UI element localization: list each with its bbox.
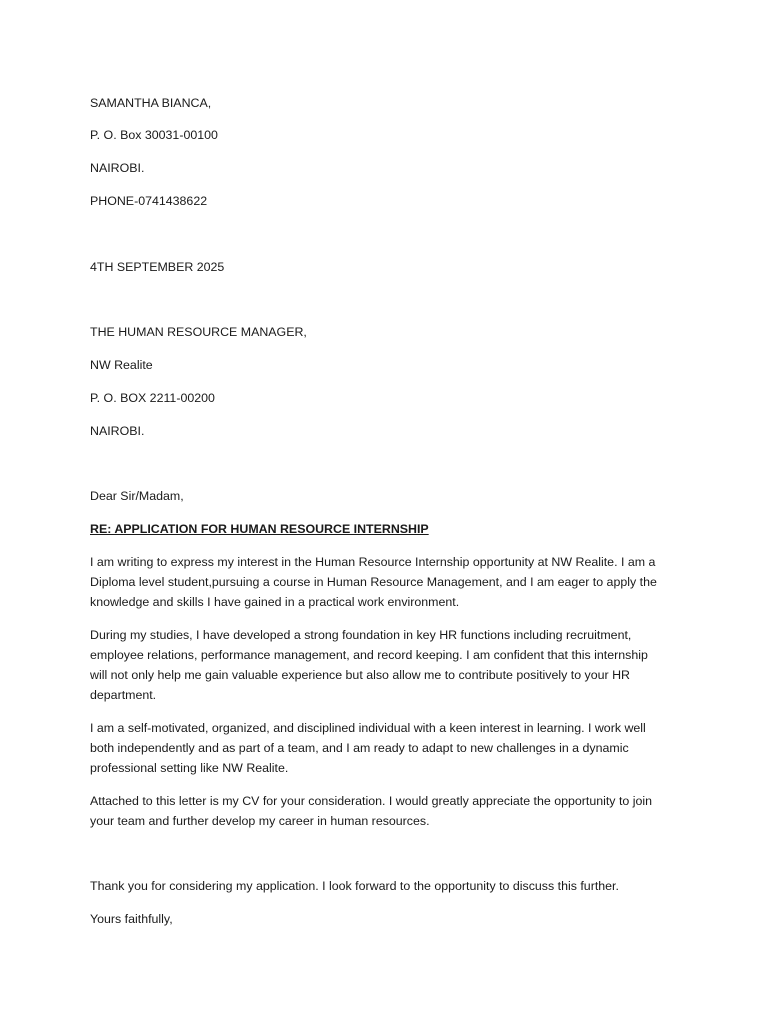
paragraph-line: professional setting like NW Realite. (90, 761, 289, 775)
paragraph-3 (90, 718, 680, 778)
recipient-title: THE HUMAN RESOURCE MANAGER, (90, 325, 307, 339)
sender-city: NAIROBI. (90, 161, 145, 175)
sender-name: SAMANTHA BIANCA, (90, 96, 212, 110)
paragraph-line: Attached to this letter is my CV for your consideration. I would greatly appreciate the opportunity to join (90, 794, 653, 808)
recipient-city: NAIROBI. (90, 424, 145, 438)
closing-line: Thank you for considering my application. I look forward to the opportunity to discuss this further. (90, 879, 619, 893)
paragraph-line: will not only help me gain valuable experience but also allow me to contribute positively to your HR (90, 668, 630, 682)
paragraph-line: I am a self-motivated, organized, and disciplined individual with a keen interest in learning. I work well (90, 721, 646, 735)
letter-date: 4TH SEPTEMBER 2025 (90, 260, 225, 274)
paragraph-line: knowledge and skills I have gained in a practical work environment. (90, 595, 460, 609)
recipient-company: NW Realite (90, 358, 153, 372)
sender-po-box: P. O. Box 30031-00100 (90, 128, 218, 142)
paragraph-line: department. (90, 688, 157, 702)
paragraph-line: I am writing to express my interest in the Human Resource Internship opportunity at NW Realite. I am a (90, 555, 656, 569)
paragraph-line: both independently and as part of a team, and I am ready to adapt to new challenges in a dynamic (90, 741, 629, 755)
paragraph-line: Diploma level student,pursuing a course in Human Resource Management, and I am eager to apply the (90, 575, 657, 589)
subject-line: RE: APPLICATION FOR HUMAN RESOURCE INTERNSHIP (90, 522, 429, 536)
paragraph-line: During my studies, I have developed a strong foundation in key HR functions including recruitment, (90, 628, 632, 642)
sign-off: Yours faithfully, (90, 912, 173, 926)
paragraph-line: employee relations, performance management, and record keeping. I am confident that this internship (90, 648, 648, 662)
paragraph-4 (90, 791, 680, 831)
paragraph-1 (90, 552, 680, 612)
sender-phone: PHONE-0741438622 (90, 194, 208, 208)
paragraph-2 (90, 625, 680, 705)
recipient-po-box: P. O. BOX 2211-00200 (90, 391, 215, 405)
paragraph-line: your team and further develop my career in human resources. (90, 814, 430, 828)
salutation: Dear Sir/Madam, (90, 489, 184, 503)
